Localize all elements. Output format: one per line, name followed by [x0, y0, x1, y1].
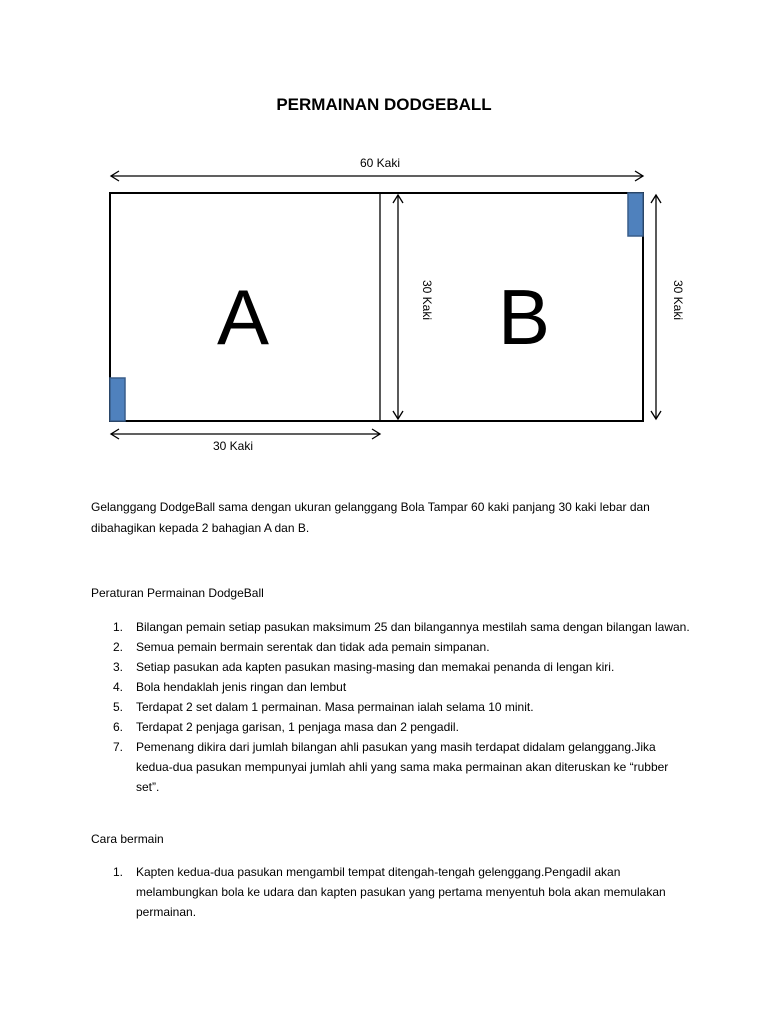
list-item-text: Terdapat 2 set dalam 1 permainan. Masa permainan ialah selama 10 minit. [136, 700, 534, 714]
list-item [91, 862, 691, 922]
list-item-number: 6. [113, 720, 124, 734]
list-item [91, 737, 691, 797]
list-item [91, 617, 691, 637]
list-item-number: 7. [113, 740, 124, 754]
list-item-number: 5. [113, 700, 124, 714]
list-item-text: Terdapat 2 penjaga garisan, 1 penjaga masa dan 2 pengadil. [136, 720, 459, 734]
list-item [91, 697, 691, 717]
list-item [91, 637, 691, 657]
court-outline [110, 193, 643, 421]
list-item-text: Bola hendaklah jenis ringan dan lembut [136, 680, 347, 694]
rules-heading: Peraturan Permainan DodgeBall [91, 586, 264, 600]
half-width-label: 30 Kaki [212, 439, 254, 453]
marker-top-right [628, 193, 643, 236]
list-item-number: 1. [113, 620, 124, 634]
list-item-text: Pemenang dikira dari jumlah bilangan ahli pasukan yang masih terdapat didalam gelanggang.Jika kedua-dua pasukan mempunyai jumlah ahli yang sama maka permainan akan diteruskan ke “rubber set”. [136, 740, 669, 794]
list-item [91, 677, 691, 697]
list-item [91, 717, 691, 737]
zone-b-label: B [497, 273, 551, 361]
list-item-number: 3. [113, 660, 124, 674]
rules-list [91, 617, 691, 797]
list-item-text: Semua pemain bermain serentak dan tidak ada pemain simpanan. [136, 640, 490, 654]
list-item-text: Bilangan pemain setiap pasukan maksimum 25 dan bilangannya mestilah sama dengan bilangan lawan. [136, 620, 690, 634]
list-item-text: Setiap pasukan ada kapten pasukan masing-masing dan memakai penanda di lengan kiri. [136, 660, 615, 674]
right-height-label: 30 Kaki [671, 279, 685, 321]
intro-paragraph: Gelanggang DodgeBall sama dengan ukuran gelanggang Bola Tampar 60 kaki panjang 30 kaki lebar dan dibahagikan kepada 2 bahagian A dan B. [91, 500, 650, 535]
court-diagram [0, 0, 768, 470]
list-item-text: Kapten kedua-dua pasukan mengambil tempat ditengah-tengah gelenggang.Pengadil akan melambungkan bola ke udara dan kapten pasukan yang pertama menyentuh bola akan memulakan permainan. [136, 865, 666, 919]
list-item-number: 2. [113, 640, 124, 654]
play-heading: Cara bermain [91, 832, 164, 846]
list-item-number: 4. [113, 680, 124, 694]
width-label: 60 Kaki [359, 156, 401, 170]
list-item [91, 657, 691, 677]
mid-height-label: 30 Kaki [420, 279, 434, 321]
marker-bottom-left [110, 378, 125, 421]
play-steps-list [91, 862, 691, 922]
page-title: PERMAINAN DODGEBALL [276, 95, 492, 114]
list-item-number: 1. [113, 865, 124, 879]
zone-a-label: A [216, 273, 270, 361]
